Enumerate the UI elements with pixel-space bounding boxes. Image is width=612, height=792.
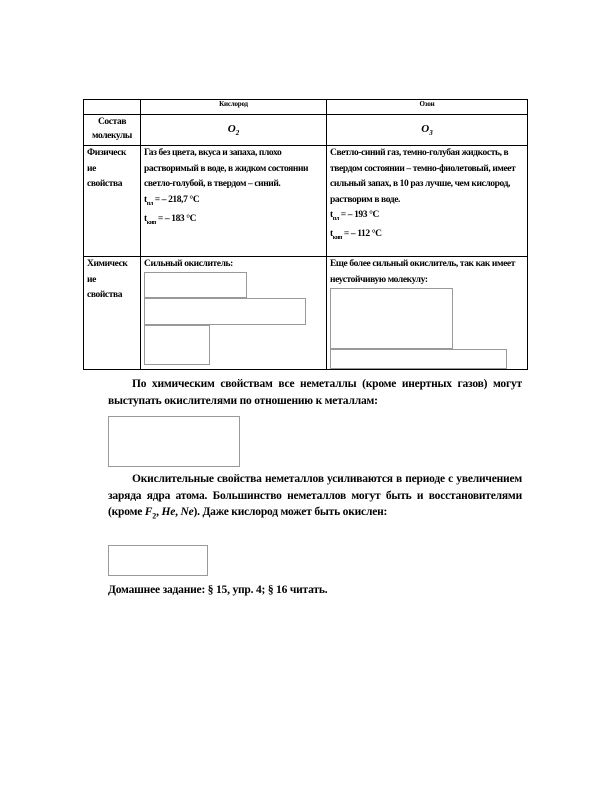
composition-label: Состав молекулы [84, 115, 141, 146]
paragraph-oxidizers: По химическим свойствам все неметаллы (кроме инертных газов) могут выступать окислителями по отношению к металлам: [108, 378, 522, 407]
chemical-label: Химическ ие свойства [84, 257, 141, 370]
oxygen-equation-box-3 [144, 325, 210, 365]
oxygen-equation-box-2 [144, 298, 306, 325]
oxygen-chemical-properties: Сильный окислитель: [141, 257, 327, 370]
oxygen-boiling-point: $t_{кип}$ = – 183 °С [144, 213, 197, 226]
oxygen-oxidized-equation-box [108, 545, 208, 576]
table-row-composition [84, 115, 528, 146]
table-row-physical [84, 146, 528, 257]
physical-label: Физическ ие свойства [84, 146, 141, 257]
homework-assignment: Домашнее задание: § 15, упр. 4; § 16 читать. [108, 584, 328, 596]
ozone-melting-point: $t_{пл}$ = – 193 °С [330, 210, 379, 222]
ozone-equation-box-1 [330, 288, 453, 349]
ozone-chemical-properties: Еще более сильный окислитель, так как имеет неустойчивую молекулу: [327, 257, 528, 370]
oxygen-melting-point: $t_{пл}$ = – 218,7 °С [144, 194, 200, 207]
oxygen-physical-properties: Газ без цвета, вкуса и запаха, плохо растворимый в воде, в жидком состоянии светло-голубой, в твердом – синий. $t_{пл}$ = – 218,7 °С $t_{кип}$ = – 183 °С [141, 146, 327, 257]
paragraph-reducers: Окислительные свойства неметаллов усиливаются в периоде с увеличением заряда ядра атома. Большинство неметаллов могут быть и восстановителями (кроме $F_2$, He, Ne). Даже кислород может быть окислен: [108, 473, 522, 521]
metals-equation-box [108, 416, 240, 467]
ozone-physical-properties: Светло-синий газ, темно-голубая жидкость, в твердом состоянии – темно-фиолетовый, имеет сильный запах, в 10 раз лучше, чем кислород, растворим в воде. $t_{пл}$ = – 193 °С $t_{кип}$ = – 112 °С [327, 146, 528, 257]
header-empty [84, 100, 141, 115]
ozone-boiling-point: $t_{кип}$ = – 112 °С [330, 229, 382, 242]
ozone-equation-box-2 [330, 349, 507, 369]
ozone-formula: $O_3$ [327, 115, 528, 146]
oxygen-equation-box-1 [144, 272, 247, 298]
header-oxygen: Кислород [141, 100, 327, 115]
header-ozone: Озон [327, 100, 528, 115]
oxygen-formula: $O_2$ [141, 115, 327, 146]
table-header-row [84, 100, 528, 115]
